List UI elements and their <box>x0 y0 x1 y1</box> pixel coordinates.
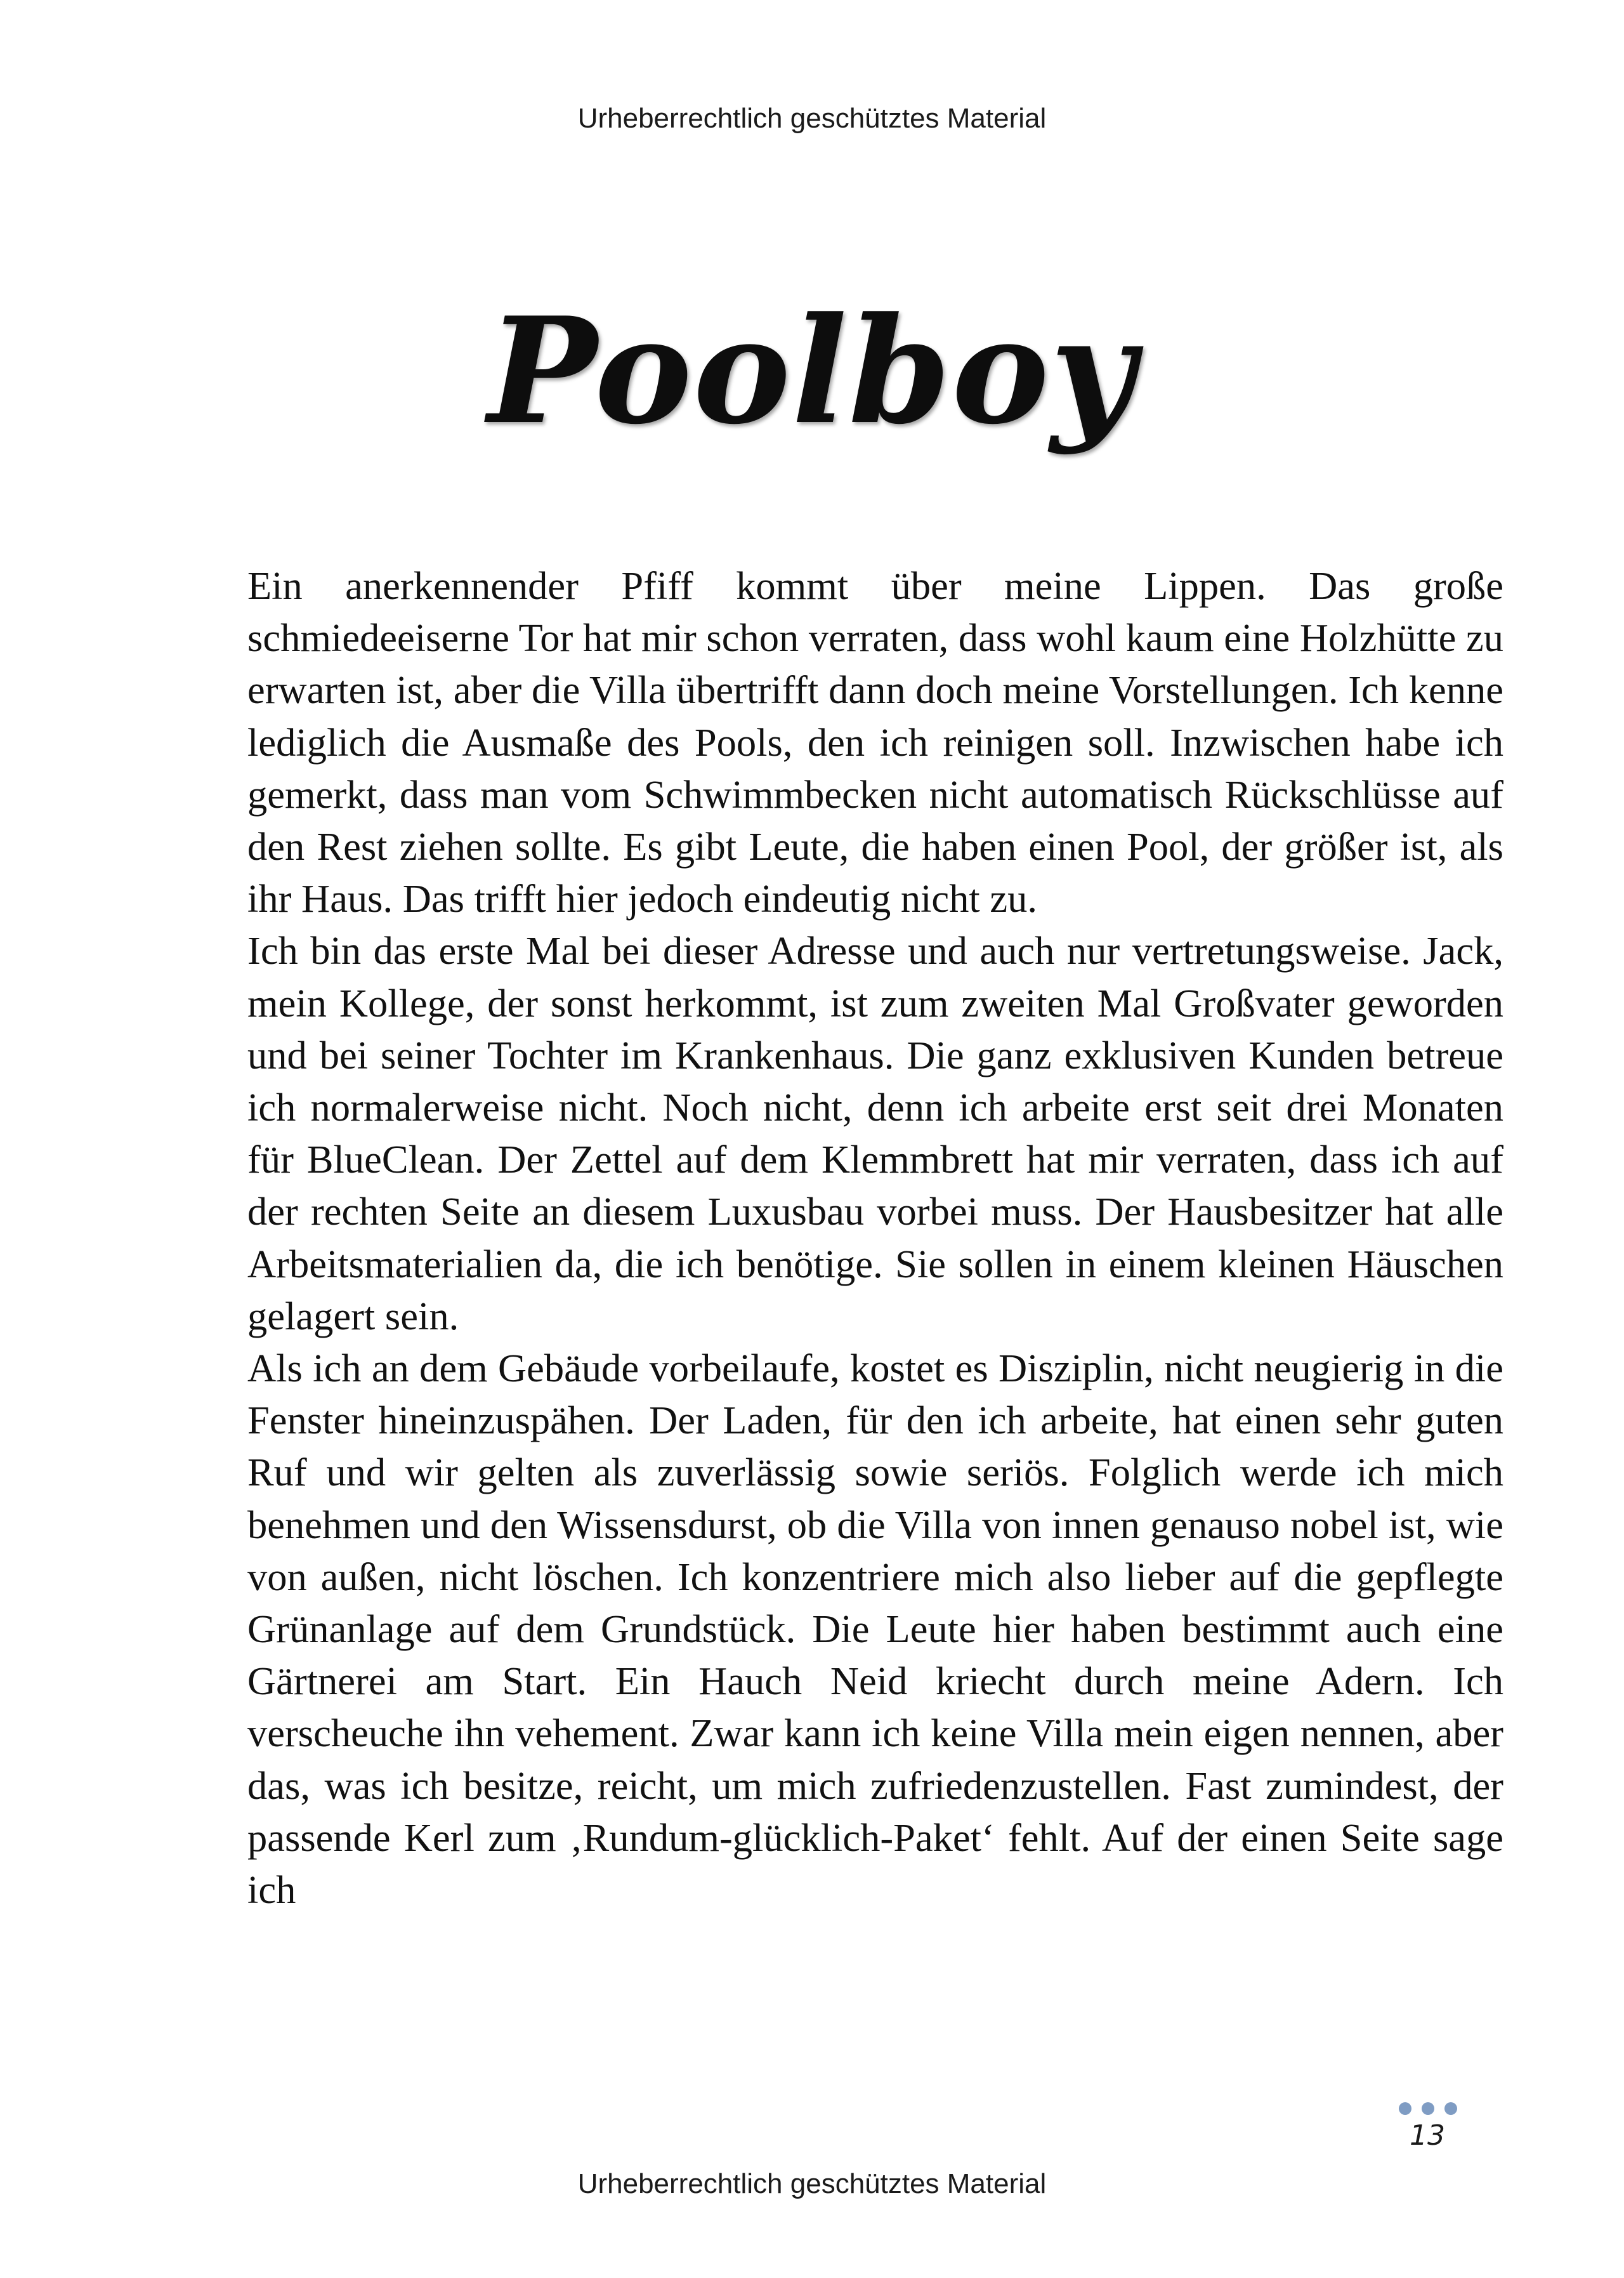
chapter-title-text: Poolboy <box>487 286 1137 457</box>
chapter-title <box>0 286 1624 457</box>
dot-icon <box>1422 2102 1434 2115</box>
paragraph-3: Als ich an dem Gebäude vorbeilaufe, kostet es Disziplin, nicht neugierig in die Fenster hineinzuspähen. Der Laden, für den ich arbeite, hat einen sehr guten Ruf und wir gelten als zuverlässig sowie seriös. Folglich werde ich mich benehmen und den Wissensdurst, ob die Villa von innen genauso nobel ist, wie von außen, nicht löschen. Ich konzentriere mich also lieber auf die gepflegte Grünanlage auf dem Grundstück. Die Leute hier haben bestimmt auch eine Gärtnerei am Start. Ein Hauch Neid kriecht durch meine Adern. Ich verscheuche ihn vehement. Zwar kann ich keine Villa mein eigen nennen, aber das, was ich besitze, reicht, um mich zufriedenzustellen. Fast zumindest, der passende Kerl zum ‚Rundum-glücklich-Paket‘ fehlt. Auf der einen Seite sage ich <box>247 1346 1503 1913</box>
dot-icon <box>1444 2102 1457 2115</box>
page-number: 13 <box>1410 2119 1445 2152</box>
paragraph-2: Ich bin das erste Mal bei dieser Adresse und auch nur vertretungsweise. Jack, mein Kollege, der sonst herkommt, ist zum zweiten Mal Großvater geworden und bei seiner Tochter im Krankenhaus. Die ganz exklusiven Kunden betreue ich normalerweise nicht. Noch nicht, denn ich arbeite erst seit drei Monaten für BlueClean. Der Zettel auf dem Klemmbrett hat mir verraten, dass ich auf der rechten Seite an diesem Luxusbau vorbei muss. Der Hausbesitzer hat alle Arbeitsmaterialien da, die ich benötige. Sie sollen in einem kleinen Häuschen gelagert sein. <box>247 928 1503 1338</box>
body-text <box>247 560 1503 1916</box>
paragraph-1: Ein anerkennender Pfiff kommt über meine Lippen. Das große schmiedeeiserne Tor hat mir schon verraten, dass wohl kaum eine Holzhütte zu erwarten ist, aber die Villa übertrifft dann doch meine Vorstellungen. Ich kenne lediglich die Ausmaße des Pools, den ich reinigen soll. Inzwischen habe ich gemerkt, dass man vom Schwimmbecken nicht automatisch Rückschlüsse auf den Rest ziehen sollte. Es gibt Leute, die haben einen Pool, der größer ist, als ihr Haus. Das trifft hier jedoch eindeutig nicht zu. <box>247 563 1503 921</box>
copyright-header: Urheberrechtlich geschütztes Material <box>577 103 1047 134</box>
page-dots-ornament <box>1399 2102 1457 2115</box>
dot-icon <box>1399 2102 1411 2115</box>
copyright-footer: Urheberrechtlich geschütztes Material <box>577 2168 1047 2199</box>
